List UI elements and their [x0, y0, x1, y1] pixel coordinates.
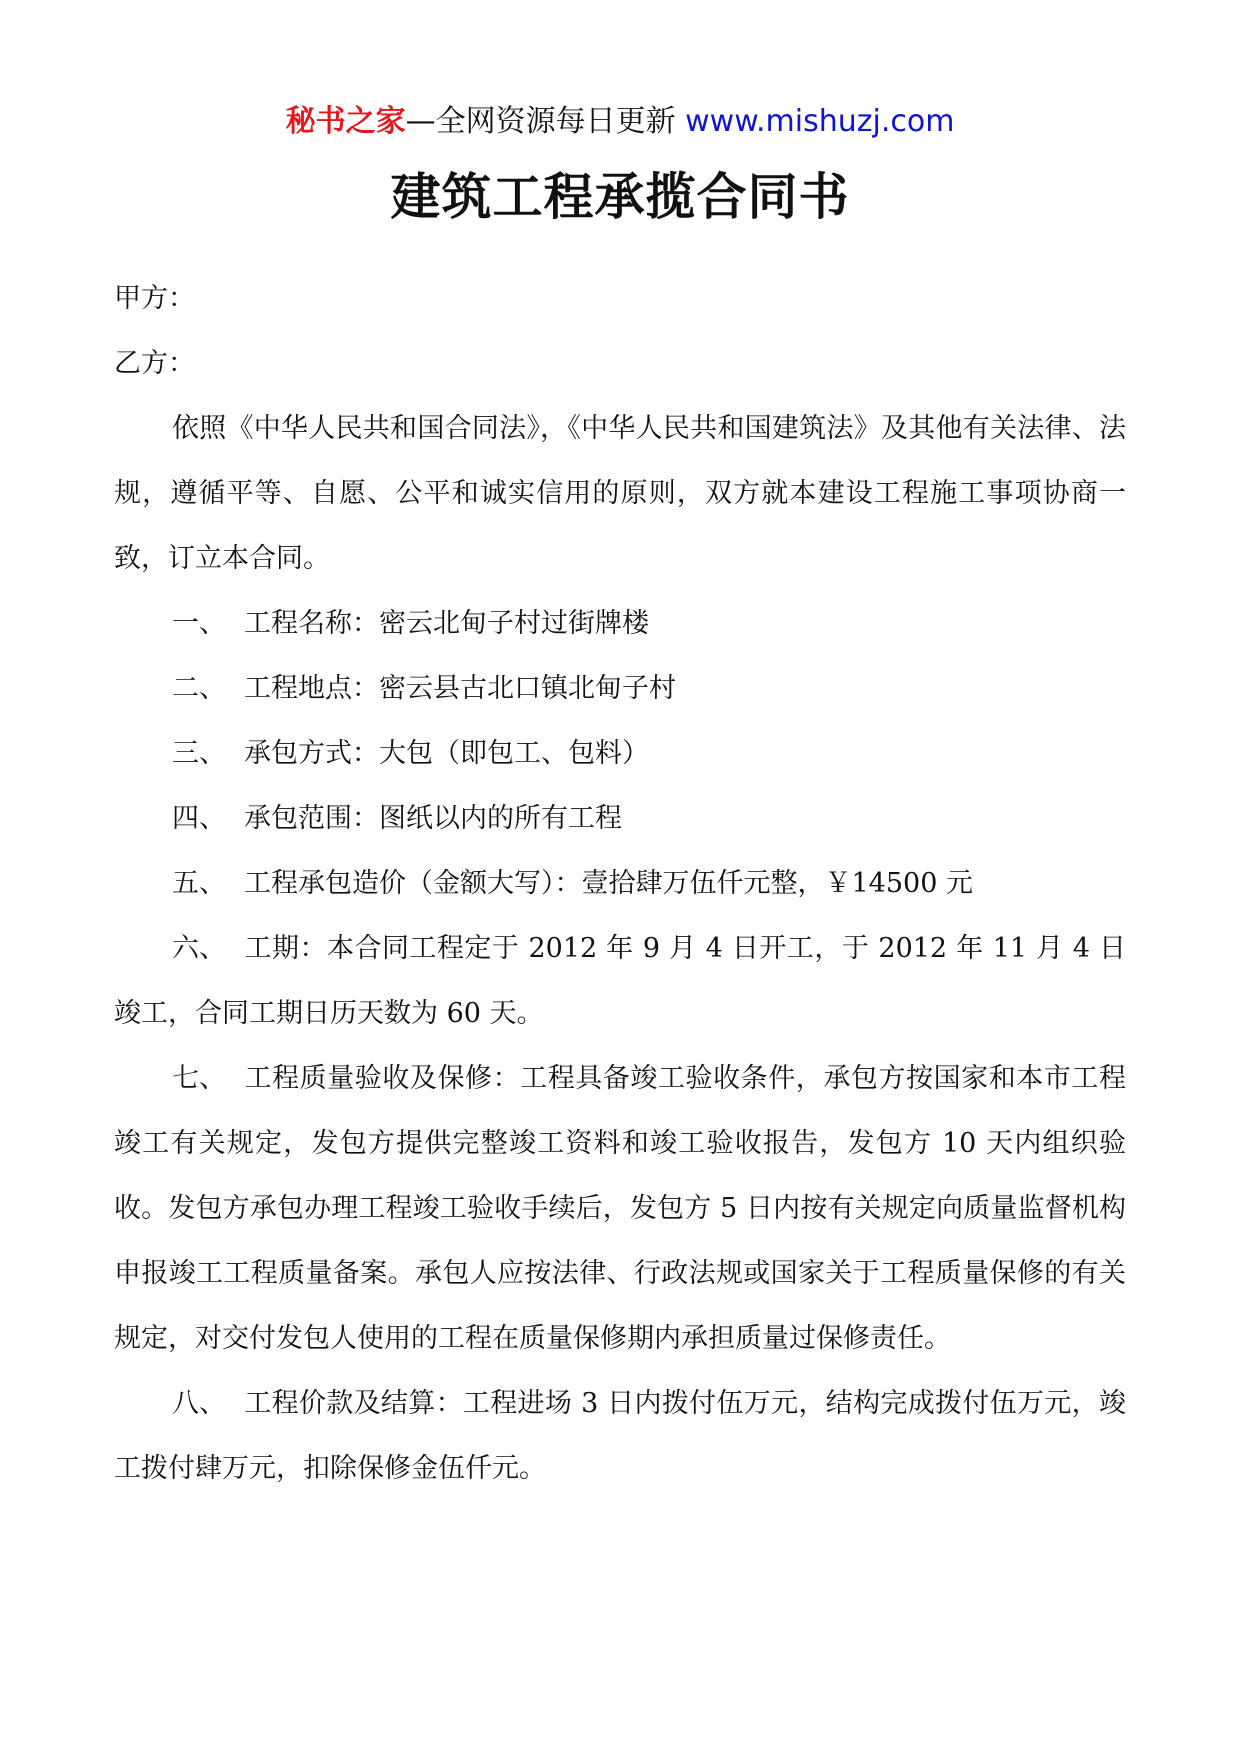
- clause-number: 四、: [172, 803, 226, 834]
- clause-text: 工期：本合同工程定于 2012 年 9 月 4 日开工，于 2012 年 11 月 4 日竣工，合同工期日历天数为 60 天。: [114, 933, 1126, 1029]
- clause-item: [114, 786, 1126, 851]
- clause-number: 七、: [172, 1063, 226, 1094]
- clause-item: [114, 721, 1126, 786]
- clause-item: [114, 851, 1126, 916]
- document-body: [114, 266, 1126, 1501]
- clause-number: 五、: [172, 868, 226, 899]
- clause-number: 三、: [172, 738, 226, 769]
- clause-text: 工程地点：密云县古北口镇北甸子村: [244, 673, 676, 704]
- clause-text: 工程价款及结算：工程进场 3 日内拨付伍万元，结构完成拨付伍万元，竣工拨付肆万元，扣除保修金伍仟元。: [114, 1388, 1126, 1484]
- banner-tagline: —全网资源每日更新: [405, 104, 686, 139]
- clause-item: [114, 1371, 1126, 1501]
- clause-number: 一、: [172, 608, 226, 639]
- clause-text: 承包范围：图纸以内的所有工程: [244, 803, 622, 834]
- clause-text: 工程承包造价（金额大写）：壹拾肆万伍仟元整，￥14500 元: [244, 868, 973, 899]
- clause-number: 六、: [172, 933, 226, 964]
- brand-name: 秘书之家: [285, 104, 406, 139]
- site-url: www.mishuzj.com: [685, 104, 955, 139]
- clause-text: 承包方式：大包（即包工、包料）: [244, 738, 649, 769]
- clause-item: [114, 916, 1126, 1046]
- clause-text: 工程名称：密云北甸子村过街牌楼: [244, 608, 649, 639]
- clause-number: 二、: [172, 673, 226, 704]
- clause-item: [114, 591, 1126, 656]
- clause-item: [114, 1046, 1126, 1371]
- preamble-paragraph: 依照《中华人民共和国合同法》，《中华人民共和国建筑法》及其他有关法律、法规，遵循平等、自愿、公平和诚实信用的原则，双方就本建设工程施工事项协商一致，订立本合同。: [114, 413, 1126, 574]
- clause-item: [114, 656, 1126, 721]
- clause-number: 八、: [172, 1388, 226, 1419]
- site-banner: [0, 102, 1240, 142]
- party-b-label: 乙方：: [114, 348, 195, 379]
- document-title: 建筑工程承揽合同书: [390, 167, 850, 226]
- party-a-label: 甲方：: [114, 283, 195, 314]
- clause-text: 工程质量验收及保修：工程具备竣工验收条件，承包方按国家和本市工程竣工有关规定，发包方提供完整竣工资料和竣工验收报告，发包方 10 天内组织验收。发包方承包办理工程竣工验收手续后，发包方 5 日内按有关规定向质量监督机构申报竣工工程质量备案。承包人应按法律、行政法规或国家关于工程质量保修的有关规定，对交付发包人使用的工程在质量保修期内承担质量过保修责任。: [114, 1063, 1126, 1354]
